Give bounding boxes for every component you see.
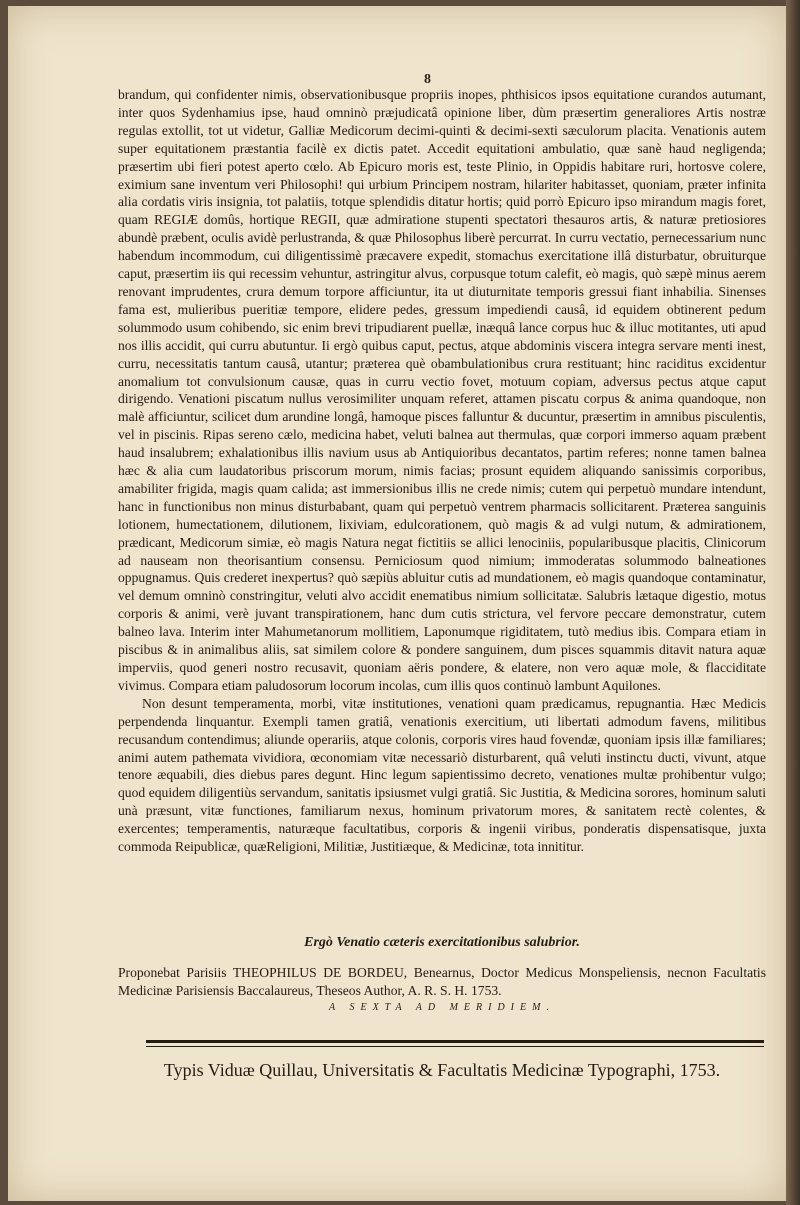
paragraph-2: Non desunt temperamenta, morbi, vitæ institutiones, venationi quam prædicamus, repugnantia. Hæc Medicis perpendenda linquantur. Exempli tamen gratiâ, venationis exercitium, uti libertati admodum favens, militibus recusandum contendimus; aliunde operariis, atque colonis, corporis vires haud fovendæ, quoniam ipsis illæ familiares; animi autem pathemata vividiora, œconomiam vitæ necessariò disturbarent, quâ veluti instinctu ducti, vivunt, atque tenore æquabili, dies diebus pares degunt. Hinc legum sapientissimo decreto, venationes multæ prohibentur vulgo; quod equidem diligentiùs servandum, sanitatis ipsiusmet vulgi gratiâ. Sic Justitia, & Medicina sorores, hominum saluti unà præsunt, vitæ functiones, familiarum nexus, hominum privatorum mores, & sanitatem rectè colentes, & exercentes; temperamentis, naturæque facultatibus, corporis & ingenii viribus, ponderatis dispensatisque, juxta commoda Reipublicæ, quæReligioni, Militiæ, Justitiæque, & Medicinæ, tota innititur. <box>118 695 766 855</box>
thesis-statement: Ergò Venatio cæteris exercitationibus salubrior. <box>304 935 580 950</box>
divider-thin <box>146 1046 764 1047</box>
time-note: A SEXTA AD MERIDIEM. <box>329 1002 555 1013</box>
page-number: 8 <box>424 72 431 87</box>
body-text <box>118 86 766 856</box>
paragraph-1: brandum, qui confidenter nimis, observationibusque propriis inopes, phthisicos ipsos equitatione curandos autumant, inter quos Sydenhamius ipse, haud omninò præjudicatâ opinione liber, dùm præsertim generaliores Artis nostræ regulas extollit, tot ut videtur, Galliæ Medicorum decimi-quinti & decimi-sexti sæculorum placita. Venationis autem super equitationem præstantia facilè ex dictis patet. Accedit equitationi ambulatio, quæ sanè haud negligenda; præsertim ubi fieri potest aperto cœlo. Ab Epicuro moris est, teste Plinio, in Oppidis habitare ruri, hortosve colere, eximium sane inventum veri Philosophi! qui urbium Principem nostram, hilariter habitasset, quoniam, præter infinita alia cordatis viris insignia, tot palatiis, totque splendidis ditatur hortis; quid porrò Epicuro ipso mirandum magis foret, quam REGIÆ domûs, hortique REGII, quæ admiratione stupenti spectatori thesauros artis, & naturæ pretiosiores abundè præbent, oculis avidè perlustranda, & quæ Philosophus liberè percurrat. In curru vectatio, pernecessarium nunc habendum incommodum, cui diligentissimè præcavere expedit, stomachus exercitatione illâ disturbatur, obruiturque caput, præsertim iis qui recessim vehuntur, astringitur alvus, corpusque totum calefit, eò magis, quò sæpè minus aerem renovant imprudentes, crura demum torpore afficiuntur, ita ut diuturnitate temporis gressui fiant inhabilia. Sinenses fama est, mulieribus pueritiæ tempore, elidere pedes, gressum impediendi causâ, id equidem obtinerent pedum solummodo usum cohibendo, sic enim brevi tripudiarent puellæ, inæquâ lance corpus huc & illuc motitantes, uti apud nos illis accidit, qui curru abutuntur. Ii ergò quibus caput, pectus, atque abdominis viscera integra servare menti inest, curru, necessitatis tantum causâ, utantur; præterea què obambulationibus crura restituant; hinc raciditus excidentur anomalium tot convulsionum causæ, quas in curru vectio fovet, motuum copiam, adversus pectus atque caput dirigendo. Venationi piscatum nullus verosimiliter unquam referet, attamen piscatu corpus & anima quandoque, non malè afficiuntur, scilicet dum arundine longâ, hamoque pisces falluntur & ducuntur, præsertim in amnibus pisculentis, vel in piscinis. Ripas sereno cælo, medicina habet, veluti balnea aut thermulas, quæ corpori immerso aquam præbent haud insalubrem; exhalationibus illis navium usus ab Antiquioribus decantatos, partim referes; nonne tamen balnea hæc & alia cum laudatoribus priscorum morum, nimis facias; prosunt equidem aliquando sanissimis corporibus, amabiliter frigida, magis quam calida; ast immersionibus illis ne crede nimis; cutem qui perpetuò mundare intendunt, hanc in functionibus non minus disturbabant, quam qui perpetuò ventrem pharmacis sollicitarent. Præterea sanguinis lotionem, humectationem, dilutionem, lixiviam, edulcorationem, quò magis & ad vulgi nutum, & admirationem, prædicant, Medicorum simiæ, eò magis Natura negat fictitiis se allici lenociniis, popularibusque placitis, Clinicorum ad nauseam non theorisantium consensu. Perniciosum quod nimium; immoderatas solummodo balneationes oppugnamus. Quis crederet inexpertus? quò sæpiùs abluitur cutis ad mundationem, eò magis quandoque contaminatur, vel demum omninò constringitur, veluti alvo accidit enematibus nimium sollicitatæ. Salubris lætaque digestio, motus corporis & animi, verè juvant transpirationem, hanc dum cutis strictura, vel fervore peccare demonstratur, cutem balneo lava. Interim inter Mahumetanorum mollitiem, Laponumque rigiditatem, tutò medius ibis. Compara etiam in piscibus & in animalibus aliis, sat similem colore & pondere sanguinem, dum pisces squammis ditavit natura aquæ imperviis, quod generi nostro recusavit, quoniam aëris pondere, & elatere, non vero aquæ mole, & flacciditate vivimus. Compara etiam paludosorum locorum incolas, cum illis quos continuò lambunt Aquilones. <box>118 87 766 693</box>
book-spine <box>786 0 800 1205</box>
divider-thick <box>146 1040 764 1043</box>
printer-imprint: Typis Viduæ Quillau, Universitatis & Facultatis Medicinæ Typographi, 1753. <box>163 1060 721 1080</box>
author-statement: Proponebat Parisiis THEOPHILUS DE BORDEU, Benearnus, Doctor Medicus Monspeliensis, necnon Facultatis Medicinæ Parisiensis Baccalaureus, Theseos Author, A. R. S. H. 1753. <box>118 965 766 998</box>
